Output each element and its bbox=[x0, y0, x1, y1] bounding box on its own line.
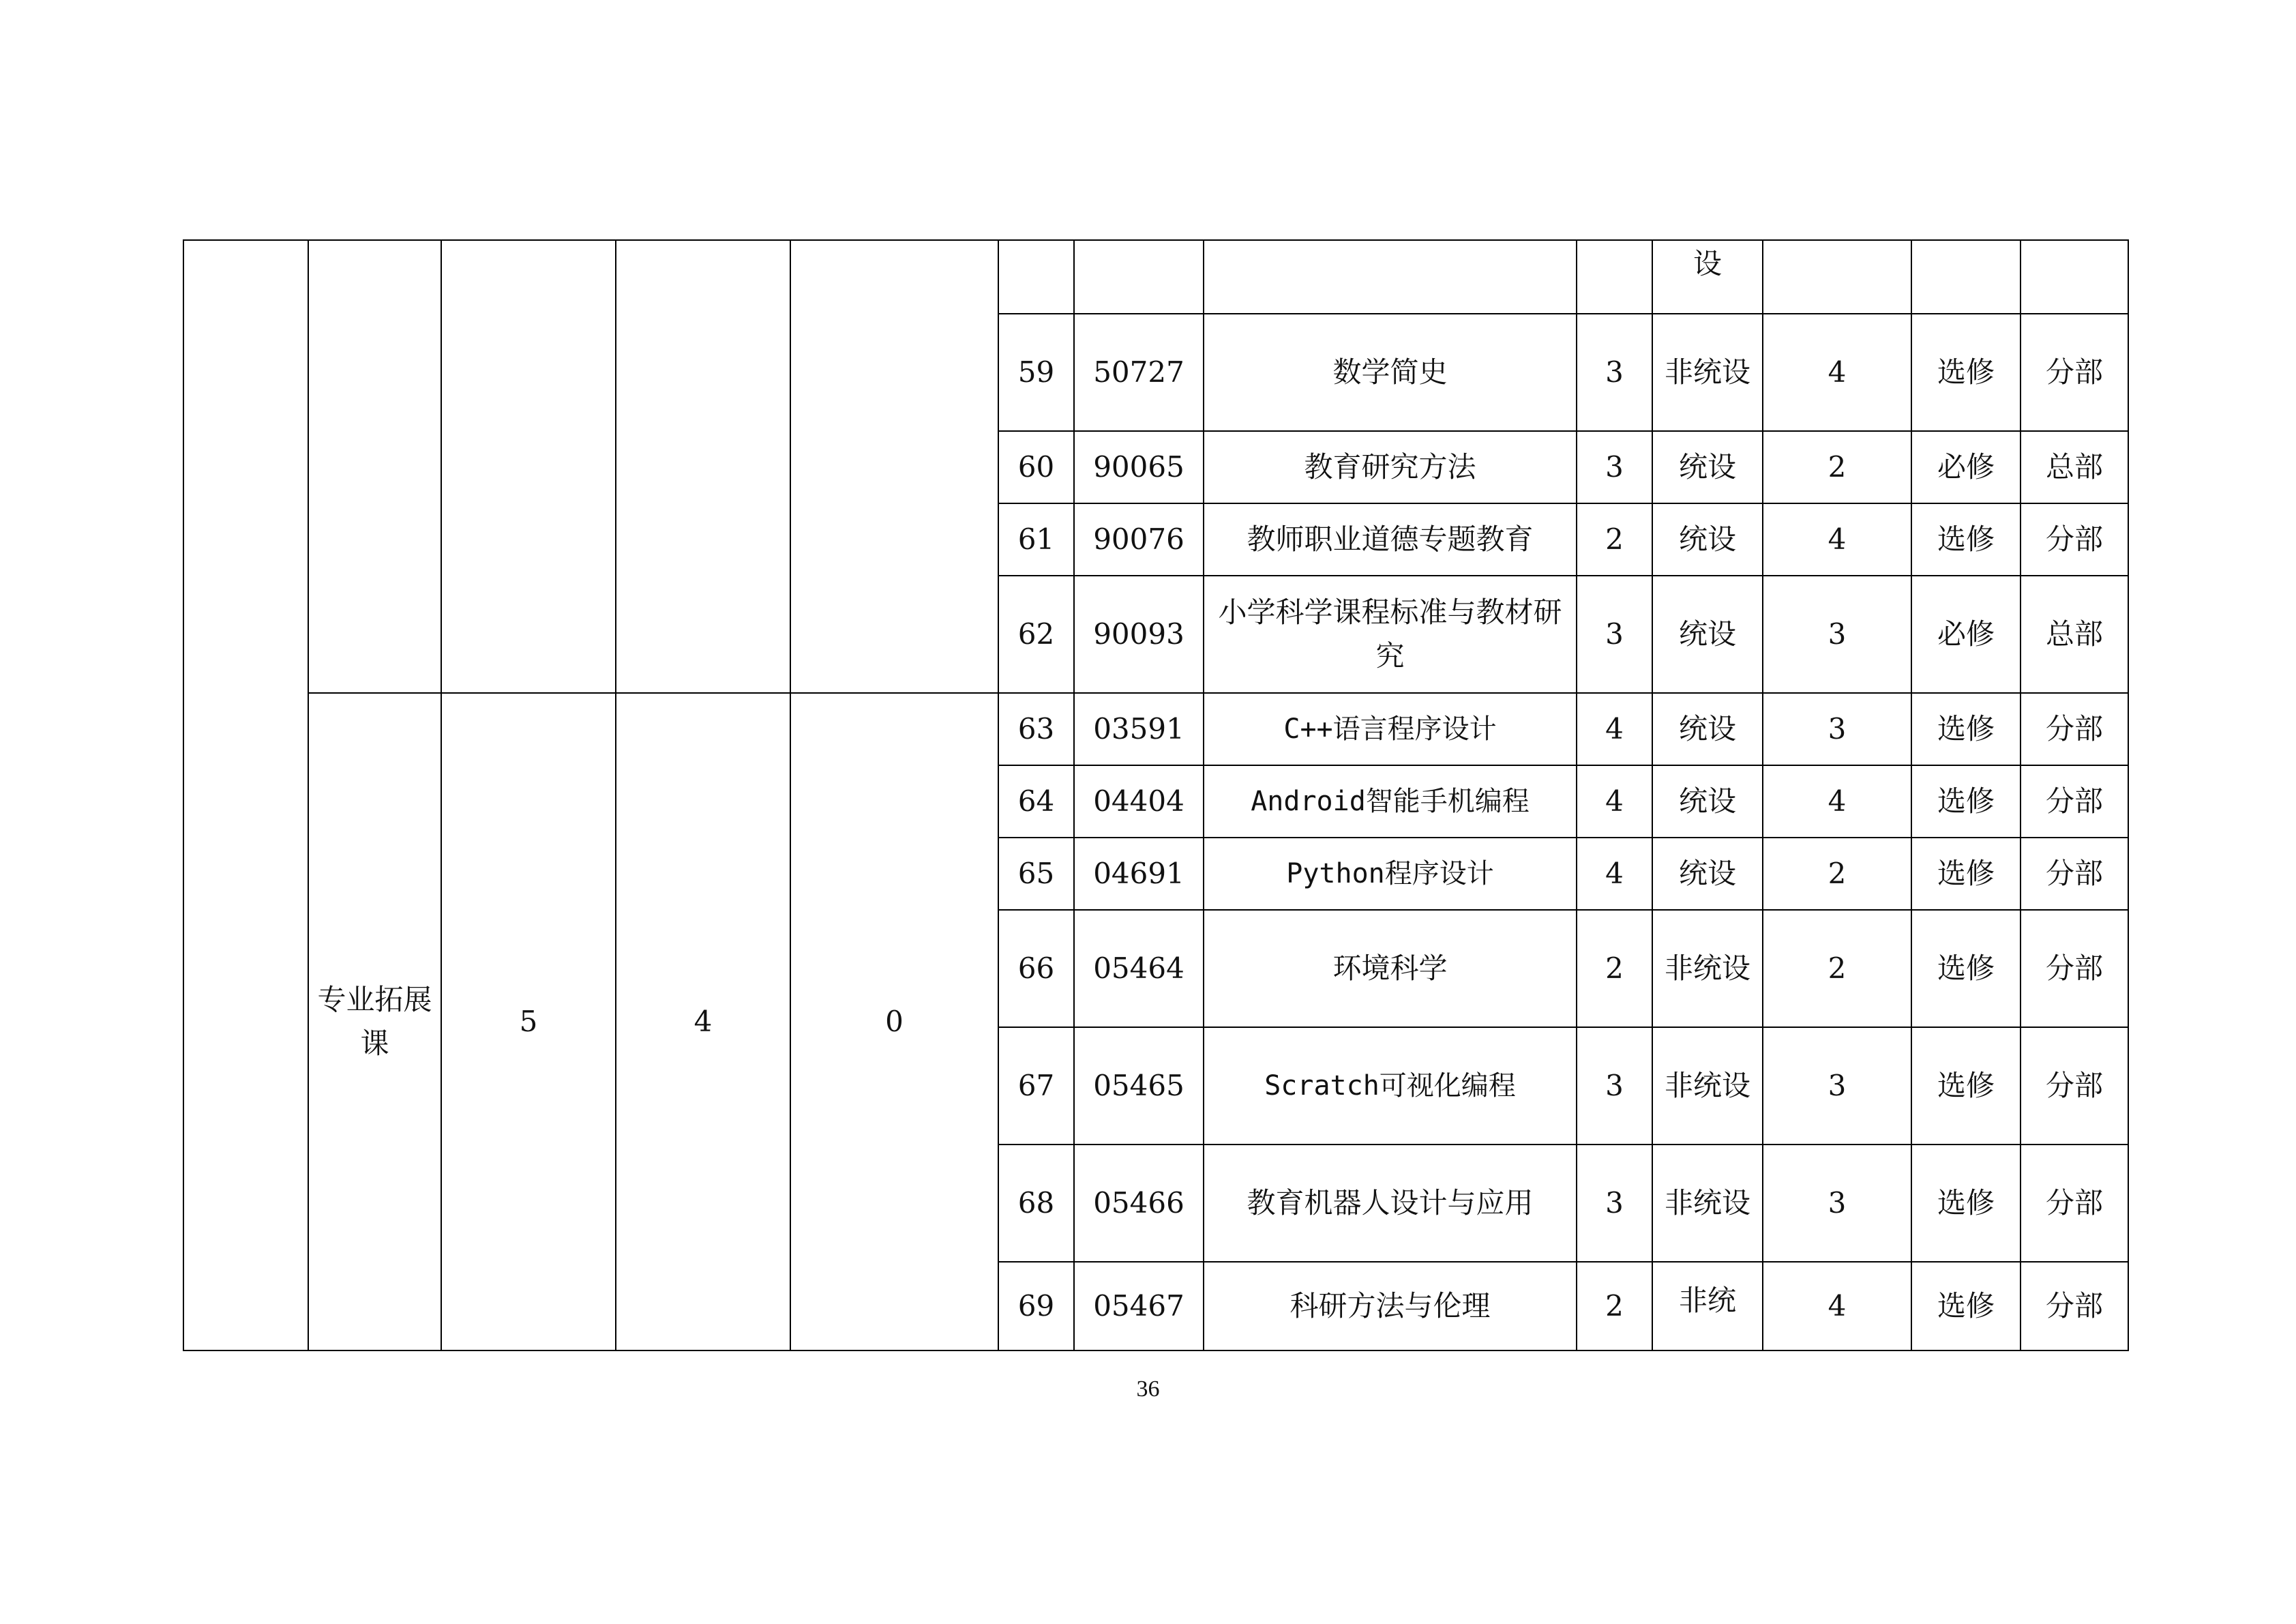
course-type: 非统 bbox=[1652, 1262, 1763, 1350]
course-code bbox=[1074, 240, 1204, 314]
course-requirement: 选修 bbox=[1911, 1027, 2021, 1145]
course-type: 统设 bbox=[1652, 693, 1763, 765]
course-semester: 2 bbox=[1763, 910, 1911, 1027]
course-credit: 3 bbox=[1577, 1145, 1652, 1262]
row-number: 65 bbox=[998, 838, 1074, 910]
course-name: Python程序设计 bbox=[1204, 838, 1577, 910]
row-number: 61 bbox=[998, 503, 1074, 576]
course-requirement: 必修 bbox=[1911, 431, 2021, 503]
course-type: 设 bbox=[1652, 240, 1763, 314]
course-unit: 分部 bbox=[2021, 1145, 2128, 1262]
course-type: 统设 bbox=[1652, 503, 1763, 576]
course-semester: 4 bbox=[1763, 503, 1911, 576]
course-requirement bbox=[1911, 240, 2021, 314]
group-col5-cell: 0 bbox=[790, 693, 998, 1350]
course-name: 科研方法与伦理 bbox=[1204, 1262, 1577, 1350]
course-unit: 分部 bbox=[2021, 503, 2128, 576]
course-semester: 4 bbox=[1763, 314, 1911, 431]
row-number: 69 bbox=[998, 1262, 1074, 1350]
course-name: 教育研究方法 bbox=[1204, 431, 1577, 503]
course-credit: 2 bbox=[1577, 503, 1652, 576]
course-code: 90093 bbox=[1074, 576, 1204, 693]
course-type: 统设 bbox=[1652, 765, 1763, 838]
course-semester: 2 bbox=[1763, 838, 1911, 910]
course-requirement: 选修 bbox=[1911, 910, 2021, 1027]
group-col4-cell: 4 bbox=[616, 693, 790, 1350]
row-number: 66 bbox=[998, 910, 1074, 1027]
course-requirement: 选修 bbox=[1911, 765, 2021, 838]
course-unit: 分部 bbox=[2021, 765, 2128, 838]
course-name: C++语言程序设计 bbox=[1204, 693, 1577, 765]
course-code: 03591 bbox=[1074, 693, 1204, 765]
course-type: 非统设 bbox=[1652, 910, 1763, 1027]
row-number: 60 bbox=[998, 431, 1074, 503]
row-number: 68 bbox=[998, 1145, 1074, 1262]
course-unit: 分部 bbox=[2021, 1027, 2128, 1145]
page-number: 36 bbox=[1136, 1376, 1160, 1402]
group-col3-cell bbox=[441, 240, 616, 693]
course-credit: 3 bbox=[1577, 431, 1652, 503]
course-name: 环境科学 bbox=[1204, 910, 1577, 1027]
course-unit: 分部 bbox=[2021, 838, 2128, 910]
course-semester: 4 bbox=[1763, 1262, 1911, 1350]
row-number: 64 bbox=[998, 765, 1074, 838]
course-credit: 4 bbox=[1577, 765, 1652, 838]
course-code: 05467 bbox=[1074, 1262, 1204, 1350]
course-type: 非统设 bbox=[1652, 1027, 1763, 1145]
course-requirement: 选修 bbox=[1911, 314, 2021, 431]
course-unit: 分部 bbox=[2021, 910, 2128, 1027]
course-code: 50727 bbox=[1074, 314, 1204, 431]
course-credit bbox=[1577, 240, 1652, 314]
course-type: 统设 bbox=[1652, 431, 1763, 503]
course-requirement: 选修 bbox=[1911, 503, 2021, 576]
course-semester: 3 bbox=[1763, 1027, 1911, 1145]
group-col3-cell: 5 bbox=[441, 693, 616, 1350]
course-name: 数学简史 bbox=[1204, 314, 1577, 431]
course-semester: 3 bbox=[1763, 576, 1911, 693]
course-requirement: 选修 bbox=[1911, 1145, 2021, 1262]
course-unit: 总部 bbox=[2021, 576, 2128, 693]
row-number bbox=[998, 240, 1074, 314]
course-requirement: 选修 bbox=[1911, 838, 2021, 910]
course-requirement: 必修 bbox=[1911, 576, 2021, 693]
course-type: 统设 bbox=[1652, 838, 1763, 910]
course-credit: 2 bbox=[1577, 1262, 1652, 1350]
row-number: 63 bbox=[998, 693, 1074, 765]
course-name: 教师职业道德专题教育 bbox=[1204, 503, 1577, 576]
course-code: 05465 bbox=[1074, 1027, 1204, 1145]
course-code: 90065 bbox=[1074, 431, 1204, 503]
row-number: 59 bbox=[998, 314, 1074, 431]
course-table bbox=[183, 239, 2129, 1351]
group-col4-cell bbox=[616, 240, 790, 693]
course-code: 05466 bbox=[1074, 1145, 1204, 1262]
course-code: 04404 bbox=[1074, 765, 1204, 838]
course-semester: 3 bbox=[1763, 693, 1911, 765]
group-col5-cell bbox=[790, 240, 998, 693]
course-semester: 3 bbox=[1763, 1145, 1911, 1262]
course-credit: 4 bbox=[1577, 693, 1652, 765]
course-credit: 3 bbox=[1577, 314, 1652, 431]
course-unit: 分部 bbox=[2021, 693, 2128, 765]
row-number: 67 bbox=[998, 1027, 1074, 1145]
course-unit: 分部 bbox=[2021, 314, 2128, 431]
course-name: 小学科学课程标准与教材研究 bbox=[1204, 576, 1577, 693]
course-code: 90076 bbox=[1074, 503, 1204, 576]
course-name: 教育机器人设计与应用 bbox=[1204, 1145, 1577, 1262]
course-name: Android智能手机编程 bbox=[1204, 765, 1577, 838]
group-name-cell bbox=[308, 240, 441, 693]
row-number: 62 bbox=[998, 576, 1074, 693]
table-row bbox=[183, 240, 2128, 314]
course-semester bbox=[1763, 240, 1911, 314]
course-requirement: 选修 bbox=[1911, 1262, 2021, 1350]
group-name-cell: 专业拓展课 bbox=[308, 693, 441, 1350]
course-credit: 3 bbox=[1577, 576, 1652, 693]
course-unit: 总部 bbox=[2021, 431, 2128, 503]
table-row bbox=[183, 693, 2128, 765]
course-name: Scratch可视化编程 bbox=[1204, 1027, 1577, 1145]
course-name bbox=[1204, 240, 1577, 314]
course-semester: 4 bbox=[1763, 765, 1911, 838]
course-credit: 3 bbox=[1577, 1027, 1652, 1145]
category-cell bbox=[183, 240, 308, 1350]
course-type: 非统设 bbox=[1652, 314, 1763, 431]
course-credit: 4 bbox=[1577, 838, 1652, 910]
course-requirement: 选修 bbox=[1911, 693, 2021, 765]
course-code: 04691 bbox=[1074, 838, 1204, 910]
course-type: 统设 bbox=[1652, 576, 1763, 693]
course-unit: 分部 bbox=[2021, 1262, 2128, 1350]
course-code: 05464 bbox=[1074, 910, 1204, 1027]
course-unit bbox=[2021, 240, 2128, 314]
course-credit: 2 bbox=[1577, 910, 1652, 1027]
course-semester: 2 bbox=[1763, 431, 1911, 503]
course-type: 非统设 bbox=[1652, 1145, 1763, 1262]
